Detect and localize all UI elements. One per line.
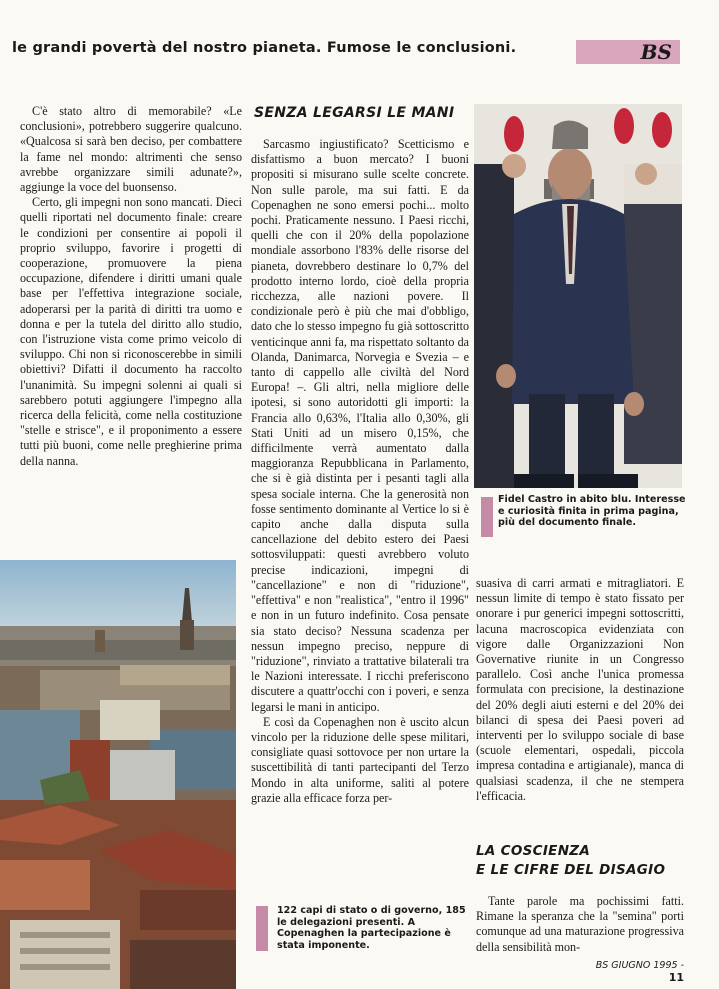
col3-closing-paragraph: Tante parole ma pochissimi fatti. Rimane la speranza che la "semina" porti comunque ad una maturazione progressiva della sensibilità mon- bbox=[476, 894, 684, 954]
col1-paragraph-2: Certo, gli impegni non sono mancati. Dieci quelli riportati nel documento finale: creare le condizioni per consentire ai popoli il proprio sviluppo, favorire i progetti di cooperazione, promuovere la piena occupazione, difendere i diritti umani quale base per l'effettiva integrazione sociale, adoperarsi per la parità di diritti tra uomo e donna e per la tutela del diritto allo studio, con l'istruzione vista come primo veicolo di sviluppo. Chi non si riconoscerebbe in simili obiettivi? Difatti il documento ha raccolto l'unanimità. Su impegni solenni ai quali si sarebbero potuti aggiungere l'impegno alla ricerca della felicità, come nella costituzione "stelle e strisce", e il proponimento a essere tutti più buoni, come nelle preghierine prima della nanna. bbox=[20, 195, 242, 468]
col2-paragraph-1: Sarcasmo ingiustificato? Scetticismo e disfattismo a buon mercato? I buoni propositi si misurano sulle scelte concrete. Non sulle parole, ma sui fatti. E da Copenaghen ne sono emersi pochi... molto pochi. Praticamente nessuno. I Paesi ricchi, quelli che con il 20% della popolazione mondiale assorbono l'83% delle risorse del pianeta, dovrebbero destinare lo 0,7% del prodotto interno lordo, cioè della propria ricchezza, alle nazioni povere. Il condizionale però è più che mai d'obbligo, dato che lo stesso impegno fu già sottoscritto venticinque anni fa, ma rispettato soltanto da Olanda, Danimarca, Norvegia e Svezia – e tanto di cappello alle civiltà del Nord Europa! –. Gli altri, nella migliore delle ipotesi, si sono autoridotti gli importi: la Francia allo 0,63%, l'Italia allo 0,30%, gli Stati Uniti ad un misero 0,15%, che difficilmente verrà aumentato dalla maggioranza Repubblicana in Parlamento, che si è già distinta per i pesanti tagli alla spesa sociale interna. Che la generosità non fosse sentimento dominante al Vertice lo si è capito anche dalla disputa sulla cancellazione del debito estero dei Paesi sottosviluppati: questi avrebbero voluto precise indicazioni, impegni di "cancellazione" e non di "riduzione", "effettiva" e non "realistica", "entro il 1996" e non in un futuro indefinito. Cosa pensate sia stato deciso? Nessuna scadenza per nessun impegno preciso, neppure di "riduzione", rinviato a trattative bilaterali tra le Nazioni interessate. I ricchi preferiscono discutere a quattr'occhi con i poveri, e senza legarsi le mani in anticipo. bbox=[251, 137, 469, 714]
section-heading-coscienza-line-1: LA COSCIENZA bbox=[476, 843, 591, 859]
folio-page-number: 11 bbox=[668, 971, 684, 984]
section-badge-label: BS bbox=[640, 40, 672, 64]
city-caption: 122 capi di stato o di governo, 185 le delegazioni presenti. A Copenaghen la partecipazione è stata imponente. bbox=[277, 905, 466, 951]
page-headline: le grandi povertà del nostro pianeta. Fumose le conclusioni. bbox=[12, 40, 517, 56]
castro-caption: Fidel Castro in abito blu. Interesse e curiosità finita in prima pagina, più del documento finale. bbox=[498, 494, 686, 528]
column-2 bbox=[251, 137, 469, 892]
col1-paragraph-1: C'è stato altro di memorabile? «Le conclusioni», potrebbero suggerire qualcuno. «Qualcosa si sarà ben deciso, per combattere la fame nel mondo: altrimenti che senso avrebbe organizzare simili adunate?», aggiunge la voce del buonsenso. bbox=[20, 104, 242, 195]
column-3 bbox=[476, 576, 684, 836]
copenhagen-photo bbox=[0, 560, 236, 989]
section-heading-coscienza-line-2: E LE CIFRE DEL DISAGIO bbox=[476, 862, 666, 878]
col3-paragraph-1: suasiva di carri armati e mitragliatori. E nessun limite di tempo è stato fissato per onorare i pur generici impegni sottoscritti, lacuna macroscopica evidenziata con vigore dalle Organizzazioni Non Governative riunite in un Congresso parallelo. Così anche l'unica promessa formulata con precisione, la destinazione del 20% degli aiuti esterni e del 20% dei bilanci di spesa dei Paesi poveri ad interventi per lo sviluppo sociale di base (scuole elementari, ospedali, piccola impresa contadina e artigianale), manca di qualsiasi scadenza, il che ne stempera l'efficacia. bbox=[476, 576, 684, 803]
castro-photo bbox=[474, 104, 682, 488]
section-heading-coscienza bbox=[476, 842, 686, 880]
page-folio bbox=[584, 960, 684, 984]
folio-issue: BS GIUGNO 1995 - bbox=[595, 960, 684, 971]
castro-caption-bar bbox=[481, 497, 493, 537]
column-1 bbox=[20, 104, 242, 524]
city-caption-bar bbox=[256, 906, 268, 951]
column-3-closing bbox=[476, 894, 684, 956]
section-badge bbox=[576, 40, 680, 64]
section-heading-senza-legarsi: SENZA LEGARSI LE MANI bbox=[254, 105, 455, 121]
col2-paragraph-2: E così da Copenaghen non è uscito alcun vincolo per la riduzione delle spese militari, consigliate quasi sottovoce per non urtare la suscettibilità di tanti partecipanti del Terzo Mondo in alta uniforme, saliti al potere grazie alla efficace forza per- bbox=[251, 714, 469, 805]
